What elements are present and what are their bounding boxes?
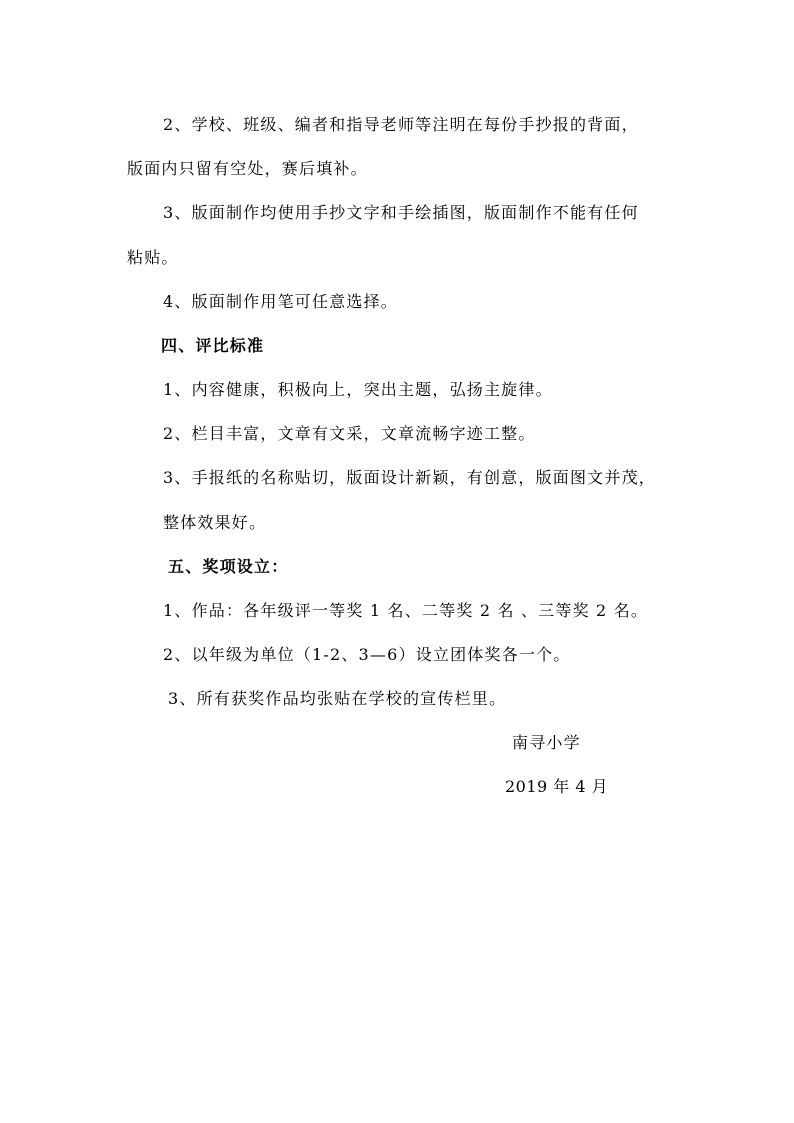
section-heading: 五、奖项设立： bbox=[168, 557, 289, 576]
paragraph-line: 版面内只留有空处，赛后填补。 bbox=[127, 159, 368, 178]
list-item: 2、以年级为单位（1-2、3—6）设立团体奖各一个。 bbox=[163, 645, 571, 664]
list-item: 2、栏目丰富，文章有文采，文章流畅字迹工整。 bbox=[163, 424, 536, 443]
list-item: 1、内容健康，积极向上，突出主题，弘扬主旋律。 bbox=[163, 380, 553, 399]
paragraph-line: 4、版面制作用笔可任意选择。 bbox=[163, 292, 398, 311]
list-item: 3、手报纸的名称贴切，版面设计新颖，有创意，版面图文并茂， bbox=[163, 468, 656, 487]
paragraph-line: 粘贴。 bbox=[127, 248, 179, 267]
signature-school: 南寻小学 bbox=[512, 733, 581, 752]
list-item: 1、作品：各年级评一等奖 1 名、二等奖 2 名 、三等奖 2 名。 bbox=[163, 601, 649, 620]
paragraph-line: 2、学校、班级、编者和指导老师等注明在每份手抄报的背面， bbox=[163, 115, 639, 134]
signature-date: 2019 年 4 月 bbox=[505, 777, 609, 796]
paragraph-line: 3、版面制作均使用手抄文字和手绘插图，版面制作不能有任何 bbox=[163, 203, 639, 222]
section-heading: 四、评比标准 bbox=[161, 336, 265, 355]
list-item: 3、所有获奖作品均张贴在学校的宣传栏里。 bbox=[168, 689, 507, 708]
list-item: 整体效果好。 bbox=[163, 513, 267, 532]
